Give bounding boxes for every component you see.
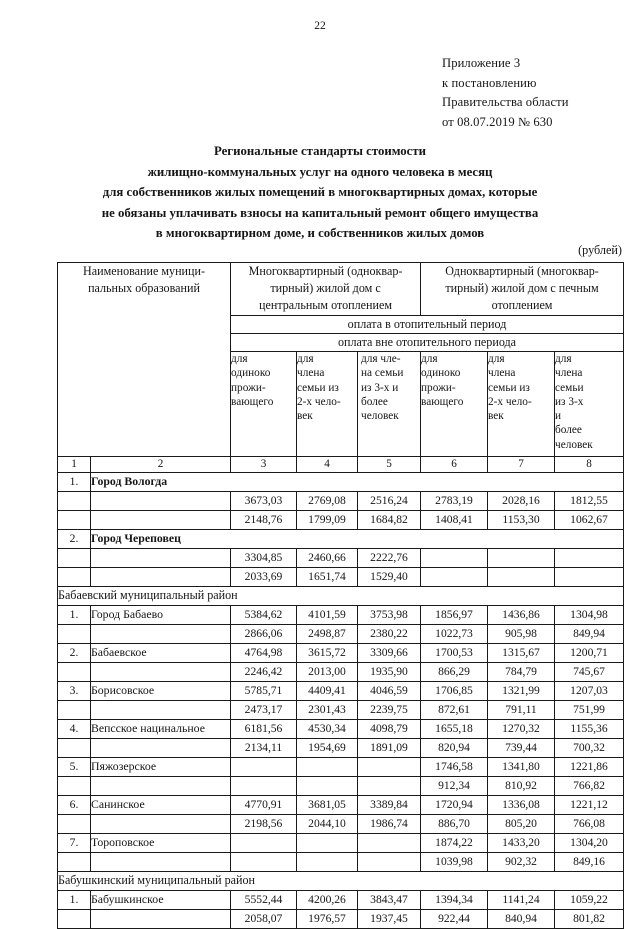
value-nonheating-col3: 2148,76 <box>231 511 297 530</box>
column-number-3: 3 <box>231 457 297 473</box>
value-heating-col7: 1336,08 <box>488 796 555 815</box>
table-row-nonheating <box>58 739 624 758</box>
value-nonheating-col5: 2380,22 <box>358 625 421 644</box>
value-heating-col5: 3389,84 <box>358 796 421 815</box>
municipality-name: Город Вологда <box>91 473 624 492</box>
value-heating-col4: 3615,72 <box>297 644 358 663</box>
value-nonheating-col6: 1408,41 <box>421 511 488 530</box>
table-row-nonheating <box>58 511 624 530</box>
table-row <box>58 644 624 663</box>
table-row-heating <box>58 492 624 511</box>
value-nonheating-col6: 886,70 <box>421 815 488 834</box>
district-header-row <box>58 872 624 891</box>
column-number-4: 4 <box>297 457 358 473</box>
table-row-nonheating <box>58 625 624 644</box>
value-heating-col4: 4409,41 <box>297 682 358 701</box>
sub6-line-1: для <box>421 353 438 365</box>
header-name-line-2: пальных образований <box>88 281 200 295</box>
table-row-nonheating <box>58 568 624 587</box>
value-heating-col8: 1207,03 <box>555 682 624 701</box>
value-nonheating-col7: 1153,30 <box>488 511 555 530</box>
row-index: 1. <box>58 891 91 910</box>
sub7-line-3: семьи из <box>488 381 530 394</box>
value-nonheating-col5: 1986,74 <box>358 815 421 834</box>
value-heating-col8: 1059,22 <box>555 891 624 910</box>
table-row-nonheating <box>58 777 624 796</box>
header-group-stove-line-1: Одноквартирный (многоквар- <box>445 264 599 278</box>
value-heating-col4 <box>297 834 358 853</box>
value-nonheating-col4: 1976,57 <box>297 910 358 929</box>
value-heating-col3: 5384,62 <box>231 606 297 625</box>
value-heating-col8: 1304,98 <box>555 606 624 625</box>
value-nonheating-col5 <box>358 853 421 872</box>
value-heating-col6: 1706,85 <box>421 682 488 701</box>
table-row-nonheating <box>58 701 624 720</box>
value-nonheating-col6: 820,94 <box>421 739 488 758</box>
header-subcolumn-6 <box>421 352 488 457</box>
sub7-line-2: члена <box>488 367 516 380</box>
municipality-name: Бабушкинское <box>91 891 231 910</box>
value-heating-col8: 1221,86 <box>555 758 624 777</box>
municipality-name-empty <box>91 853 231 872</box>
row-index-empty <box>58 511 91 530</box>
value-nonheating-col3: 2198,56 <box>231 815 297 834</box>
title-line-1: Региональные стандарты стоимости <box>213 144 427 158</box>
value-heating-col4: 4530,34 <box>297 720 358 739</box>
value-nonheating-col8: 801,82 <box>555 910 624 929</box>
value-nonheating-col8: 766,82 <box>555 777 624 796</box>
row-index: 5. <box>58 758 91 777</box>
table-row-heating <box>58 549 624 568</box>
value-heating-col5 <box>358 834 421 853</box>
value-heating-col7: 1341,80 <box>488 758 555 777</box>
value-nonheating-col4: 2498,87 <box>297 625 358 644</box>
row-index: 4. <box>58 720 91 739</box>
header-group-stove-line-2: тирный) жилой дом с печным <box>445 280 599 295</box>
appendix-line-4: от 08.07.2019 № 630 <box>442 114 553 129</box>
column-number-5: 5 <box>358 457 421 473</box>
sub8-line-4: из 3-х <box>555 395 584 408</box>
value-heating-col3: 6181,56 <box>231 720 297 739</box>
value-heating-col7: 1141,24 <box>488 891 555 910</box>
value-heating-col5: 2222,76 <box>358 549 421 568</box>
municipality-name: Санинское <box>91 796 231 815</box>
value-nonheating-col5: 1935,90 <box>358 663 421 682</box>
row-index: 3. <box>58 682 91 701</box>
row-index: 2. <box>58 644 91 663</box>
value-heating-col5: 3309,66 <box>358 644 421 663</box>
value-heating-col7: 1436,86 <box>488 606 555 625</box>
value-nonheating-col7 <box>488 568 555 587</box>
sub5-line-5: человек <box>361 410 399 423</box>
sub8-line-7: человек <box>555 438 593 451</box>
value-nonheating-col6: 912,34 <box>421 777 488 796</box>
row-index-empty <box>58 625 91 644</box>
column-number-2: 2 <box>91 457 231 473</box>
municipality-name-empty <box>91 701 231 720</box>
value-heating-col6: 1746,58 <box>421 758 488 777</box>
value-heating-col4: 4101,59 <box>297 606 358 625</box>
sub4-line-4: 2-х чело- <box>297 395 341 408</box>
value-heating-col7: 1321,99 <box>488 682 555 701</box>
value-nonheating-col7: 784,79 <box>488 663 555 682</box>
header-group-central-line-1: Многоквартирный (одноквар- <box>248 264 403 278</box>
value-nonheating-col4: 2044,10 <box>297 815 358 834</box>
sub3-line-4: вающего <box>231 395 274 408</box>
value-nonheating-col8: 1062,67 <box>555 511 624 530</box>
row-index: 7. <box>58 834 91 853</box>
value-heating-col6: 1720,94 <box>421 796 488 815</box>
sub3-line-2: одиноко <box>231 367 271 380</box>
value-heating-col3: 3304,85 <box>231 549 297 568</box>
municipality-name: Город Череповец <box>91 530 624 549</box>
value-heating-col6 <box>421 549 488 568</box>
value-heating-col8: 1200,71 <box>555 644 624 663</box>
district-name: Бабушкинский муниципальный район <box>58 872 624 891</box>
value-nonheating-col6: 872,61 <box>421 701 488 720</box>
value-heating-col7: 1315,67 <box>488 644 555 663</box>
value-nonheating-col8 <box>555 568 624 587</box>
sub8-line-3: семьи <box>555 381 584 394</box>
value-heating-col3: 3673,03 <box>231 492 297 511</box>
value-heating-col8: 1304,20 <box>555 834 624 853</box>
value-heating-col8 <box>555 549 624 568</box>
units-label: (рублей) <box>578 243 622 257</box>
value-heating-col6: 1856,97 <box>421 606 488 625</box>
row-index-empty <box>58 815 91 834</box>
header-group-central <box>231 263 421 316</box>
appendix-line-1: Приложение 3 <box>442 56 521 70</box>
column-number-8: 8 <box>555 457 624 473</box>
municipality-name: Вепсское нацинальное <box>91 720 231 739</box>
value-nonheating-col8: 849,94 <box>555 625 624 644</box>
value-heating-col5: 3753,98 <box>358 606 421 625</box>
value-heating-col4: 2769,08 <box>297 492 358 511</box>
value-heating-col8: 1812,55 <box>555 492 624 511</box>
value-nonheating-col8: 766,08 <box>555 815 624 834</box>
sub7-line-4: 2-х чело- <box>488 395 532 408</box>
value-nonheating-col5: 1684,82 <box>358 511 421 530</box>
value-heating-col5: 3843,47 <box>358 891 421 910</box>
table-row <box>58 834 624 853</box>
title-line-5: в многоквартирном доме, и собственников жилых домов <box>155 226 485 241</box>
row-index: 2. <box>58 530 91 549</box>
value-nonheating-col4: 2301,43 <box>297 701 358 720</box>
table-body <box>58 473 624 929</box>
value-heating-col5: 4046,59 <box>358 682 421 701</box>
sub8-line-1: для <box>555 353 572 365</box>
municipality-name-empty <box>91 739 231 758</box>
value-nonheating-col5 <box>358 777 421 796</box>
table-row-nonheating <box>58 910 624 929</box>
value-nonheating-col4: 1954,69 <box>297 739 358 758</box>
municipality-name-empty <box>91 492 231 511</box>
value-nonheating-col8: 745,67 <box>555 663 624 682</box>
header-name-column <box>58 263 231 457</box>
value-heating-col4 <box>297 758 358 777</box>
header-group-stove-line-3: отоплением <box>491 297 553 312</box>
value-nonheating-col4 <box>297 853 358 872</box>
table-row-nonheating <box>58 815 624 834</box>
row-index-empty <box>58 701 91 720</box>
table-row-nonheating <box>58 663 624 682</box>
row-index-empty <box>58 910 91 929</box>
sub4-line-2: члена <box>297 367 325 380</box>
sub8-line-2: члена <box>555 367 583 380</box>
value-nonheating-col3: 2134,11 <box>231 739 297 758</box>
value-heating-col8: 1221,12 <box>555 796 624 815</box>
value-heating-col7 <box>488 549 555 568</box>
sub5-line-2: на семьи <box>361 367 404 380</box>
value-nonheating-col3: 2473,17 <box>231 701 297 720</box>
municipality-name: Пяжозерское <box>91 758 231 777</box>
column-number-row <box>58 457 624 473</box>
value-nonheating-col4 <box>297 777 358 796</box>
title-line-2: жилищно-коммунальных услуг на одного человека в месяц <box>147 164 493 179</box>
value-nonheating-col7: 905,98 <box>488 625 555 644</box>
value-heating-col7: 2028,16 <box>488 492 555 511</box>
table-row <box>58 720 624 739</box>
row-index: 1. <box>58 606 91 625</box>
sub5-line-1: для чле- <box>361 353 401 365</box>
sub5-line-4: более <box>361 395 388 408</box>
value-nonheating-col7: 840,94 <box>488 910 555 929</box>
value-nonheating-col5: 1891,09 <box>358 739 421 758</box>
table-row <box>58 758 624 777</box>
sub8-line-6: более <box>555 424 582 437</box>
standards-table <box>57 262 624 929</box>
row-index-empty <box>58 663 91 682</box>
municipality-name: Тороповское <box>91 834 231 853</box>
header-band-nonheating: оплата вне отопительного периода <box>231 334 624 352</box>
row-index-empty <box>58 777 91 796</box>
value-nonheating-col8: 751,99 <box>555 701 624 720</box>
value-nonheating-col3: 2866,06 <box>231 625 297 644</box>
header-subcolumn-3 <box>231 352 297 457</box>
row-index-empty <box>58 492 91 511</box>
value-heating-col3 <box>231 758 297 777</box>
appendix-line-3: Правительства области <box>442 95 569 109</box>
sub7-line-1: для <box>488 353 505 365</box>
sub8-line-5: и <box>555 410 562 423</box>
row-index-empty <box>58 549 91 568</box>
table-row <box>58 682 624 701</box>
value-nonheating-col5: 1529,40 <box>358 568 421 587</box>
value-nonheating-col6: 1022,73 <box>421 625 488 644</box>
municipality-name: Бабаевское <box>91 644 231 663</box>
value-nonheating-col3 <box>231 853 297 872</box>
header-group-central-line-2: тирный) жилой дом с <box>270 280 381 295</box>
municipality-name-empty <box>91 815 231 834</box>
sub6-line-3: прожи- <box>421 381 456 394</box>
appendix-reference <box>442 54 569 132</box>
value-nonheating-col7: 739,44 <box>488 739 555 758</box>
value-heating-col3: 5552,44 <box>231 891 297 910</box>
table-row <box>58 891 624 910</box>
value-heating-col6: 1394,34 <box>421 891 488 910</box>
sub6-line-2: одиноко <box>421 367 461 380</box>
value-nonheating-col5: 1937,45 <box>358 910 421 929</box>
row-index-empty <box>58 739 91 758</box>
municipality-name: Город Бабаево <box>91 606 231 625</box>
appendix-line-2: к постановлению <box>442 75 537 90</box>
page-number: 22 <box>314 20 326 32</box>
title-line-3: для собственников жилых помещений в многоквартирных домах, которые <box>102 185 538 200</box>
value-heating-col3: 4764,98 <box>231 644 297 663</box>
column-number-7: 7 <box>488 457 555 473</box>
document-title <box>28 141 612 244</box>
value-nonheating-col8: 849,16 <box>555 853 624 872</box>
table-header-row-1 <box>58 263 624 316</box>
value-heating-col5: 4098,79 <box>358 720 421 739</box>
table-row <box>58 473 624 492</box>
value-heating-col7: 1433,20 <box>488 834 555 853</box>
value-heating-col3: 4770,91 <box>231 796 297 815</box>
title-line-4: не обязаны уплачивать взносы на капитальный ремонт общего имущества <box>101 205 539 220</box>
value-nonheating-col7: 902,32 <box>488 853 555 872</box>
municipality-name-empty <box>91 568 231 587</box>
value-heating-col6: 1874,22 <box>421 834 488 853</box>
value-nonheating-col8: 700,32 <box>555 739 624 758</box>
municipality-name-empty <box>91 663 231 682</box>
value-nonheating-col5: 2239,75 <box>358 701 421 720</box>
value-nonheating-col4: 1799,09 <box>297 511 358 530</box>
table-row <box>58 606 624 625</box>
value-heating-col4: 3681,05 <box>297 796 358 815</box>
municipality-name-empty <box>91 511 231 530</box>
header-band-heating: оплата в отопительный период <box>231 316 624 334</box>
value-nonheating-col7: 805,20 <box>488 815 555 834</box>
value-nonheating-col6: 922,44 <box>421 910 488 929</box>
table-row <box>58 796 624 815</box>
sub3-line-3: прожи- <box>231 381 266 394</box>
value-heating-col7: 1270,32 <box>488 720 555 739</box>
sub4-line-3: семьи из <box>297 381 339 394</box>
row-index: 6. <box>58 796 91 815</box>
value-heating-col5 <box>358 758 421 777</box>
sub4-line-5: век <box>297 410 313 423</box>
municipality-name: Борисовское <box>91 682 231 701</box>
header-name-line-1: Наименование муници- <box>83 264 205 278</box>
district-name: Бабаевский муниципальный район <box>58 587 624 606</box>
value-heating-col3: 5785,71 <box>231 682 297 701</box>
header-group-stove <box>421 263 624 316</box>
row-index-empty <box>58 853 91 872</box>
value-nonheating-col7: 810,92 <box>488 777 555 796</box>
value-nonheating-col3: 2246,42 <box>231 663 297 682</box>
value-nonheating-col6 <box>421 568 488 587</box>
value-heating-col8: 1155,36 <box>555 720 624 739</box>
value-heating-col5: 2516,24 <box>358 492 421 511</box>
value-heating-col4: 4200,26 <box>297 891 358 910</box>
header-subcolumn-8 <box>555 352 624 457</box>
value-nonheating-col6: 1039,98 <box>421 853 488 872</box>
sub5-line-3: из 3-х и <box>361 381 399 394</box>
municipality-name-empty <box>91 910 231 929</box>
value-nonheating-col7: 791,11 <box>488 701 555 720</box>
value-heating-col6: 1700,53 <box>421 644 488 663</box>
value-nonheating-col4: 2013,00 <box>297 663 358 682</box>
value-heating-col4: 2460,66 <box>297 549 358 568</box>
column-number-1: 1 <box>58 457 91 473</box>
row-index-empty <box>58 568 91 587</box>
sub6-line-4: вающего <box>421 395 464 408</box>
sub7-line-5: век <box>488 410 504 423</box>
value-nonheating-col3: 2058,07 <box>231 910 297 929</box>
header-subcolumn-7 <box>488 352 555 457</box>
value-nonheating-col6: 866,29 <box>421 663 488 682</box>
table-row <box>58 530 624 549</box>
municipality-name-empty <box>91 625 231 644</box>
value-heating-col6: 2783,19 <box>421 492 488 511</box>
header-group-central-line-3: центральным отоплением <box>259 297 393 312</box>
header-subcolumn-5 <box>358 352 421 457</box>
municipality-name-empty <box>91 777 231 796</box>
value-heating-col3 <box>231 834 297 853</box>
value-nonheating-col4: 1651,74 <box>297 568 358 587</box>
value-heating-col6: 1655,18 <box>421 720 488 739</box>
district-header-row <box>58 587 624 606</box>
value-nonheating-col3: 2033,69 <box>231 568 297 587</box>
sub3-line-1: для <box>231 353 248 365</box>
header-subcolumn-4 <box>297 352 358 457</box>
value-nonheating-col3 <box>231 777 297 796</box>
row-index: 1. <box>58 473 91 492</box>
sub4-line-1: для <box>297 353 314 365</box>
column-number-6: 6 <box>421 457 488 473</box>
municipality-name-empty <box>91 549 231 568</box>
table-row-nonheating <box>58 853 624 872</box>
